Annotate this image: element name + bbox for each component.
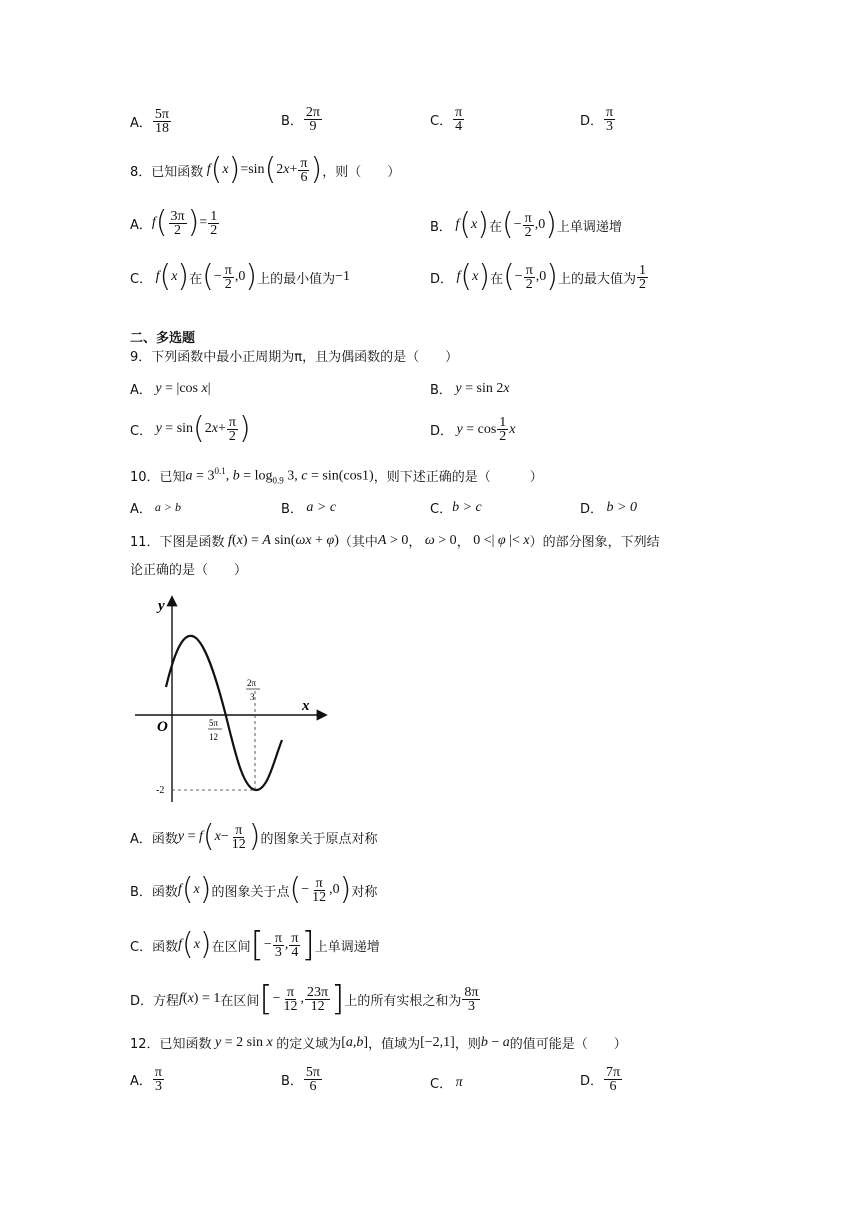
tick-2pi3-num: 2π bbox=[247, 678, 257, 688]
option-label: B． bbox=[281, 114, 303, 129]
q9-option-a[interactable]: A． y = |cos x| bbox=[130, 380, 211, 398]
tick-5pi12-num: 5π bbox=[209, 718, 219, 728]
q8-stem: 8．已知函数 f ( x ) =sin ( 2x+ $\frac{\pi}{6}$ ) ，则（ ） bbox=[130, 152, 401, 187]
q9-option-d[interactable]: D． y = cos $\frac{1}{2}$ x bbox=[430, 415, 516, 444]
q11-option-d[interactable]: D．方程 f(x) = 1 在区间 [ − $\frac{\pi}{12}$ , $\frac{23\pi}{12}$ ] 上的所有实根之和为 $\frac{8\pi}{3}$ bbox=[130, 979, 479, 1019]
q10-stem: 10．已知 $a = 3^{0.1}$, $b = \log_{0.9} 3$, c = sin(cos1) ，则下述正确的是（ ） bbox=[130, 466, 543, 486]
option-label: C． bbox=[430, 114, 453, 129]
q7-option-d[interactable] bbox=[580, 106, 616, 133]
q8-option-c[interactable]: C． f ( x ) 在 ( − $\frac{\pi}{2}$ ,0 ) 上的最小值为 −1 bbox=[130, 259, 350, 294]
q11-stem-line2: 论正确的是（ ） bbox=[130, 563, 248, 578]
q12-stem: 12．已知函数 y = 2 sin x 的定义域为 [a,b] ，值域为 [−2,1] ，则 b − a 的值可能是（ ） bbox=[130, 1034, 627, 1052]
min-label: -2 bbox=[156, 785, 165, 796]
q11-option-c[interactable]: C．函数 f ( x ) 在区间 [ − $\frac{\pi}{3}$ , $\frac{\pi}{4}$ ] 上单调递增 bbox=[130, 925, 380, 965]
q10-option-b[interactable]: B． a > c bbox=[281, 499, 337, 517]
fraction: $\frac{\pi}{4}$ bbox=[455, 105, 463, 134]
q10-option-d[interactable]: D． b > 0 bbox=[580, 499, 637, 517]
section-title: 二、多选题 bbox=[130, 331, 196, 346]
q7-option-a[interactable] bbox=[130, 108, 172, 135]
origin-label: O bbox=[157, 719, 168, 735]
option-label: A． bbox=[130, 116, 152, 131]
q8-option-a[interactable]: A． f ( $\frac{3\pi}{2}$ ) = $\frac{1}{2}$ bbox=[130, 205, 218, 240]
q12-option-d[interactable]: D． $\frac{7\pi}{6}$ bbox=[580, 1065, 621, 1094]
fraction: $\frac{\pi}{3}$ bbox=[606, 105, 614, 134]
q8-option-b[interactable]: B． f ( x ) 在 ( − $\frac{\pi}{2}$ ,0 ) 上单调递增 bbox=[430, 207, 622, 242]
sine-graph bbox=[130, 592, 340, 807]
q12-option-a[interactable]: A． $\frac{\pi}{3}$ bbox=[130, 1065, 162, 1094]
q11-option-b[interactable]: B．函数 f ( x ) 的图象关于点 ( − $\frac{\pi}{12}$ ,0 ) 对称 bbox=[130, 872, 378, 907]
y-label: y bbox=[158, 598, 165, 614]
fraction: $\frac{2\pi}{9}$ bbox=[305, 105, 320, 134]
q11-stem: 11．下图是函数 f(x) = A sin(ωx + φ) （其中 A > 0 ， ω > 0 ， 0 <| φ |< x ）的部分图象，下列结 bbox=[130, 532, 660, 550]
fraction: $\frac{5\pi}{18}$ bbox=[154, 107, 169, 136]
q9-option-c[interactable]: C． y = sin ( 2x+ $\frac{\pi}{2}$ ) bbox=[130, 411, 251, 446]
q9-stem: 9．下列函数中最小正周期为π，且为偶函数的是（ ） bbox=[130, 350, 459, 365]
q10-option-c[interactable]: C． b > c bbox=[430, 499, 482, 517]
sine-curve bbox=[166, 636, 282, 790]
q12-option-b[interactable]: B． $\frac{5\pi}{6}$ bbox=[281, 1065, 320, 1094]
q9-option-b[interactable]: B． y = sin 2x bbox=[430, 380, 510, 398]
q7-option-c[interactable] bbox=[430, 106, 465, 133]
q11-option-a[interactable]: A．函数 y = f ( x − $\frac{\pi}{12}$ ) 的图象关于原点对称 bbox=[130, 819, 378, 854]
q10-option-a[interactable]: A． a > b bbox=[130, 500, 182, 517]
x-label: x bbox=[302, 698, 310, 714]
option-label: D． bbox=[580, 114, 604, 129]
q7-option-b[interactable] bbox=[281, 106, 323, 133]
tick-5pi12-den: 12 bbox=[209, 732, 218, 742]
q12-option-c[interactable]: C． π bbox=[430, 1074, 463, 1092]
q8-option-d[interactable]: D． f ( x ) 在 ( − $\frac{\pi}{2}$ ,0 ) 上的最大值为 $\frac{1}{2}$ bbox=[430, 259, 647, 294]
tick-2pi3-den: 3 bbox=[250, 692, 255, 702]
